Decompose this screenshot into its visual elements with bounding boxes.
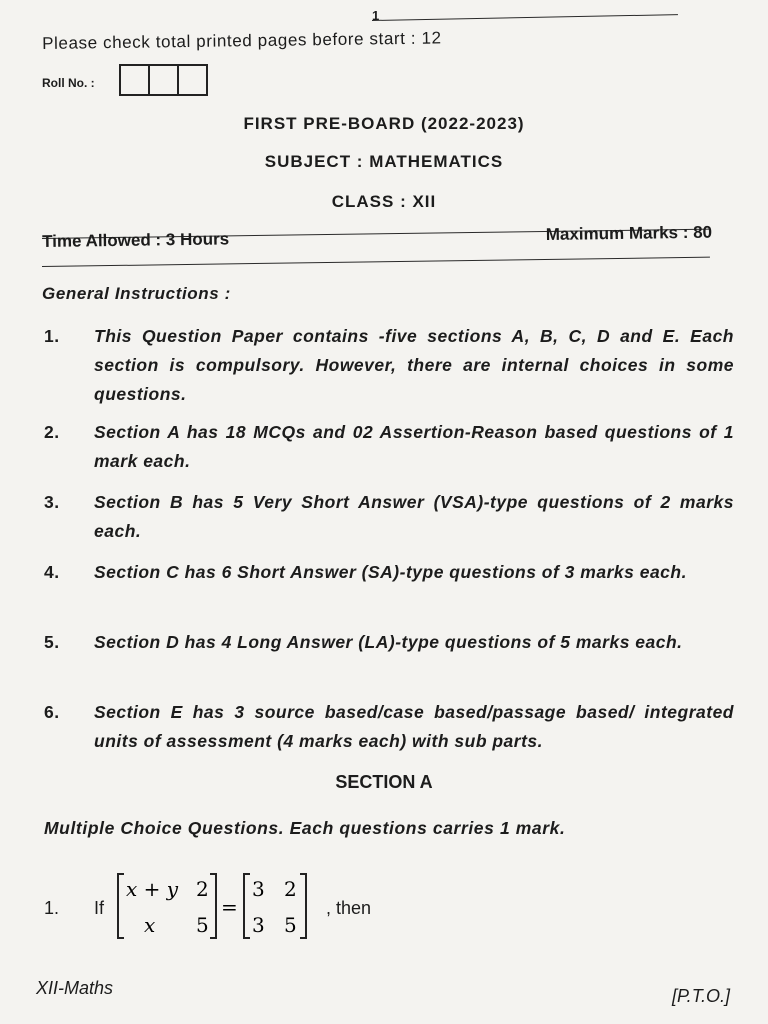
right-matrix-close-bracket	[300, 874, 306, 938]
roll-box[interactable]	[177, 64, 208, 96]
subject-title: SUBJECT : MATHEMATICS	[264, 152, 504, 171]
instruction-number: 4.	[44, 562, 60, 582]
footer-pto: [P.T.O.]	[672, 986, 731, 1006]
matrix-cell: 3	[252, 913, 265, 937]
left-matrix-open-bracket	[118, 874, 124, 938]
page-number: 1	[372, 8, 380, 23]
roll-box[interactable]	[148, 64, 179, 96]
instruction-text: Section C has 6 Short Answer (SA)-type questions of 3 marks each.	[94, 562, 687, 582]
instructions-heading: General Instructions :	[42, 284, 231, 303]
matrix-cell: 5	[284, 913, 297, 937]
right-matrix-open-bracket	[244, 874, 250, 938]
instruction-text: Section D has 4 Long Answer (LA)-type questions of 5 marks each.	[94, 632, 683, 652]
instruction-text: Section E has 3 source based/case based/passage based/ integrated units of assessment (4 marks each) with sub parts.	[94, 702, 734, 751]
left-matrix-close-bracket	[210, 874, 216, 938]
equals-sign: =	[221, 895, 238, 919]
instruction-text: Section B has 5 Very Short Answer (VSA)-type questions of 2 marks each.	[94, 492, 734, 541]
instruction-number: 2.	[44, 422, 60, 442]
time-allowed: Time Allowed : 3 Hours	[42, 229, 230, 251]
roll-box[interactable]	[119, 64, 150, 96]
question-suffix: , then	[326, 898, 372, 918]
instruction-item	[44, 488, 744, 546]
top-rule	[372, 14, 678, 21]
instruction-item	[44, 418, 744, 476]
instruction-item	[44, 558, 744, 587]
exam-title: FIRST PRE-BOARD (2022-2023)	[243, 114, 525, 133]
matrix-cell: x	[144, 913, 156, 937]
instruction-number: 3.	[44, 492, 60, 512]
question-1	[44, 868, 544, 948]
matrix-cell: 3	[252, 877, 265, 901]
instruction-number: 6.	[44, 702, 60, 722]
matrix-cell: 2	[196, 877, 209, 901]
time-marks-row	[42, 223, 712, 252]
matrix-cell: 5	[196, 913, 209, 937]
instruction-number: 5.	[44, 632, 60, 652]
instruction-text: This Question Paper contains -five sections A, B, C, D and E. Each section is compulsory. However, there are internal choices in some questions.	[94, 326, 734, 404]
section-a-title: SECTION A	[335, 772, 433, 792]
instruction-item	[44, 628, 744, 657]
matrix-cell: 2	[284, 877, 297, 901]
matrix-cell: x + y	[126, 877, 179, 901]
roll-number-boxes[interactable]	[119, 64, 208, 96]
instruction-text: Section A has 18 MCQs and 02 Assertion-Reason based questions of 1 mark each.	[94, 422, 734, 471]
instruction-item	[44, 322, 744, 409]
question-prefix: If	[94, 898, 105, 918]
question-number: 1.	[44, 898, 60, 918]
footer-subject-code: XII-Maths	[36, 978, 114, 998]
maximum-marks: Maximum Marks : 80	[545, 222, 713, 244]
instruction-number: 1.	[44, 326, 60, 346]
mcq-heading: Multiple Choice Questions. Each questions carries 1 mark.	[44, 818, 566, 838]
instruction-item	[44, 698, 744, 756]
matrix-equation	[44, 868, 544, 948]
class-title: CLASS : XII	[331, 192, 437, 211]
time-bottom-rule	[42, 257, 710, 267]
roll-label: Roll No. :	[42, 76, 95, 90]
check-note: Please check total printed pages before start : 12	[42, 28, 442, 53]
